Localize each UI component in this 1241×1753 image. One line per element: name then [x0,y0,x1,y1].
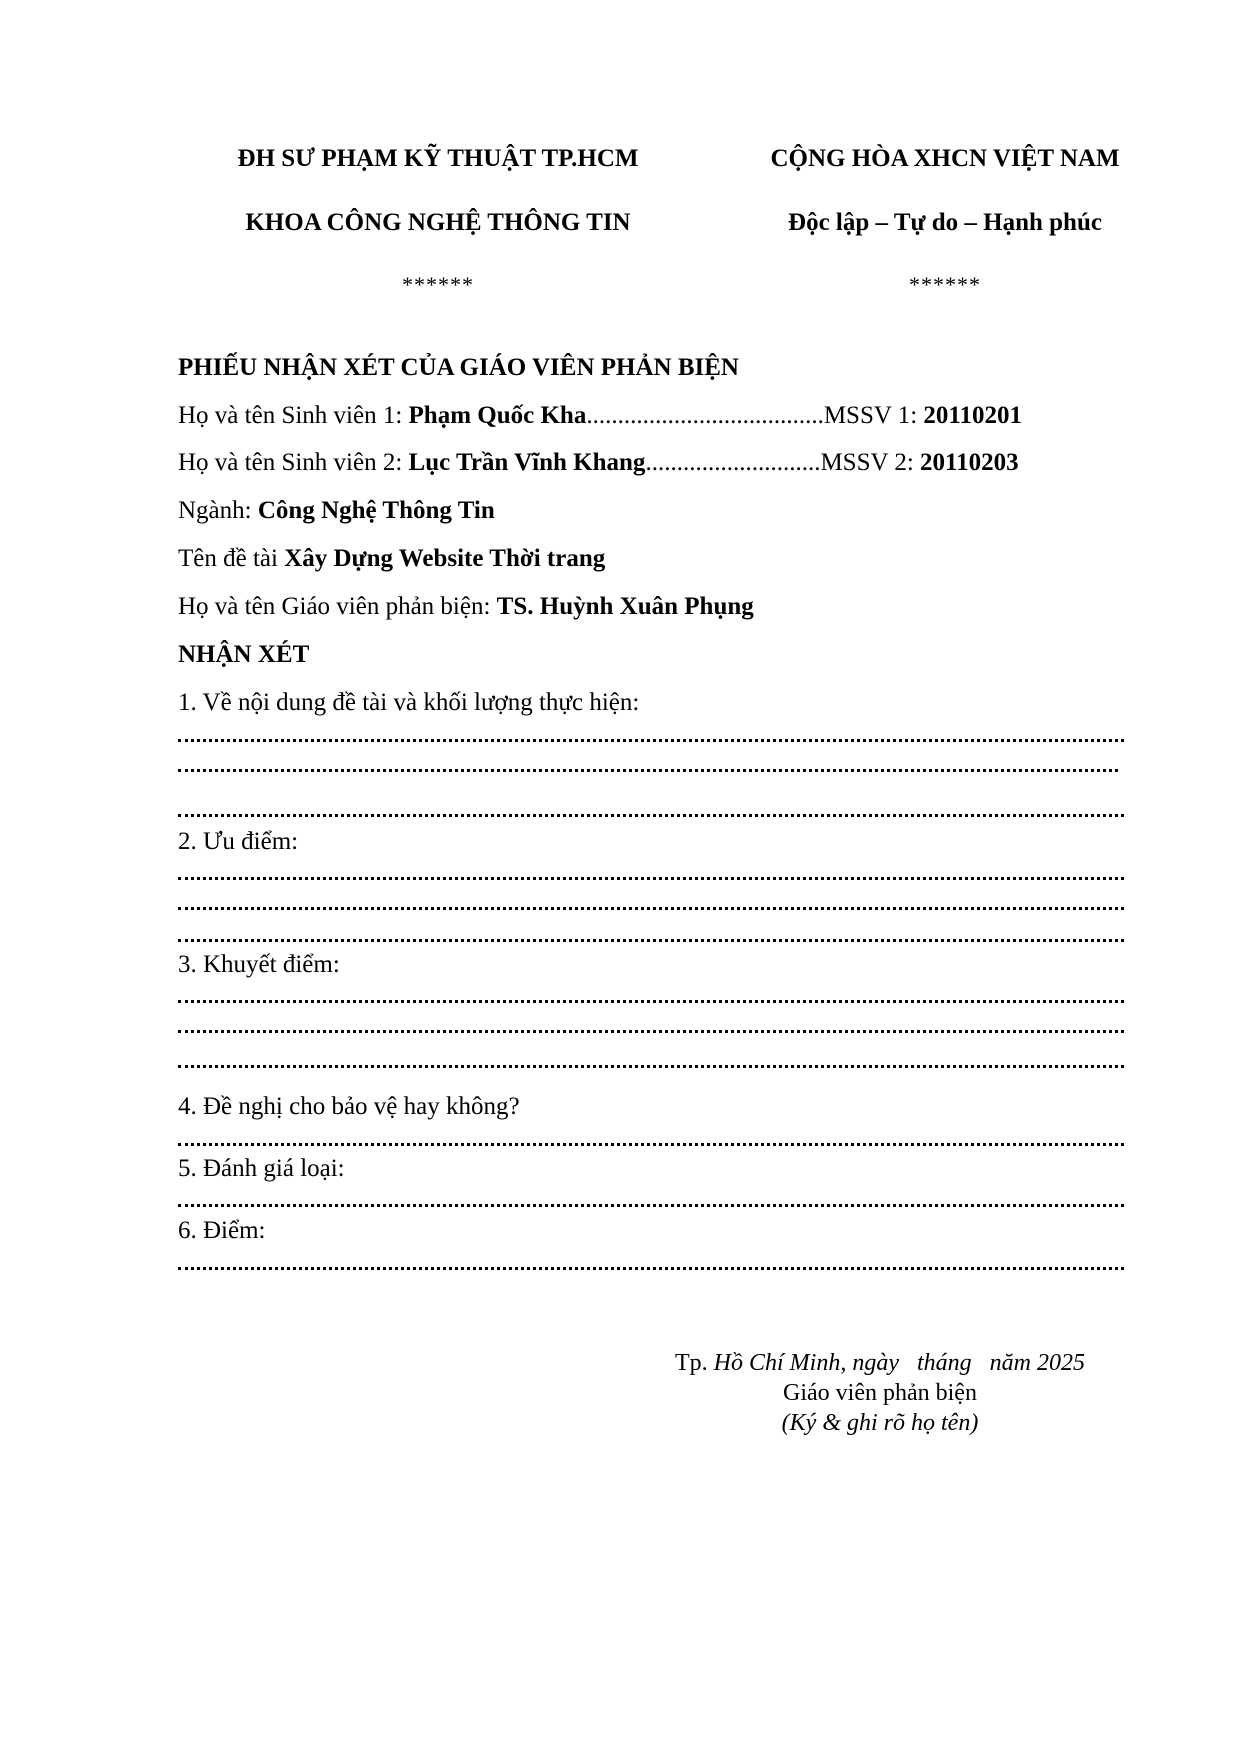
student1-name: Phạm Quốc Kha [408,402,587,429]
national-motto: Độc lập – Tự do – Hạnh phúc [788,209,1102,236]
item-1-answer-line-3[interactable] [178,811,1124,817]
place-date: Hồ Chí Minh, ngày tháng năm 2025 [713,1350,1085,1376]
form-title: PHIẾU NHẬN XÉT CỦA GIÁO VIÊN PHẢN BIỆN [178,354,739,381]
student2-label: Họ và tên Sinh viên 2: [178,449,409,476]
item-4-answer-line[interactable] [178,1140,1124,1146]
right-stars-divider: ****** [909,272,981,297]
signature-place-date [640,1350,1120,1377]
topic-value: Xây Dựng Website Thời trang [284,545,606,572]
country-name: CỘNG HÒA XHCN VIỆT NAM [770,145,1120,172]
item-5-answer-line[interactable] [178,1201,1124,1207]
university-name: ĐH SƯ PHẠM KỸ THUẬT TP.HCM [237,145,639,172]
major-value: Công Nghệ Thông Tin [257,497,495,524]
student1-filler: ...................................... [586,402,824,429]
reviewer-value: TS. Huỳnh Xuân Phụng [496,593,754,620]
student2-name: Lục Trần Vĩnh Khang [408,449,646,476]
topic-row [178,545,605,573]
item-6-answer-line[interactable] [178,1264,1124,1270]
item-3-label: 3. Khuyết điểm: [178,951,340,978]
item-1-answer-line-2[interactable] [178,766,1118,772]
signature-role: Giáo viên phản biện [783,1380,977,1406]
student1-id: 20110201 [923,402,1023,429]
item-3-answer-line-3[interactable] [178,1062,1124,1068]
item-1-label: 1. Về nội dung đề tài và khối lượng thực hiện: [178,689,640,716]
comments-heading: NHẬN XÉT [178,641,310,668]
place-prefix: Tp. [675,1350,714,1376]
student2-id-label: MSSV 2: [820,449,921,476]
signature-note: (Ký & ghi rõ họ tên) [781,1410,979,1436]
item-2-answer-line-2[interactable] [178,904,1124,910]
topic-label: Tên đề tài [178,545,285,572]
item-5-label: 5. Đánh giá loại: [178,1155,345,1182]
item-6-label: 6. Điểm: [178,1217,266,1244]
student2-filler: ............................ [645,449,821,476]
item-3-answer-line-2[interactable] [178,1027,1124,1033]
faculty-name: KHOA CÔNG NGHỆ THÔNG TIN [245,209,631,236]
major-label: Ngành: [178,497,258,524]
student1-row [178,402,1022,430]
left-stars-divider: ****** [402,272,474,297]
item-2-label: 2. Ưu điểm: [178,828,299,855]
major-row [178,497,495,525]
student1-label: Họ và tên Sinh viên 1: [178,402,409,429]
student2-id: 20110203 [920,449,1019,476]
reviewer-row [178,593,754,621]
item-4-label: 4. Đề nghị cho bảo vệ hay không? [178,1093,520,1120]
item-2-answer-line-3[interactable] [178,936,1124,942]
item-1-answer-line-1[interactable] [178,736,1124,742]
student2-row [178,449,1019,477]
reviewer-label: Họ và tên Giáo viên phản biện: [178,593,497,620]
student1-id-label: MSSV 1: [823,402,924,429]
item-3-answer-line-1[interactable] [178,997,1124,1003]
item-2-answer-line-1[interactable] [178,874,1124,880]
